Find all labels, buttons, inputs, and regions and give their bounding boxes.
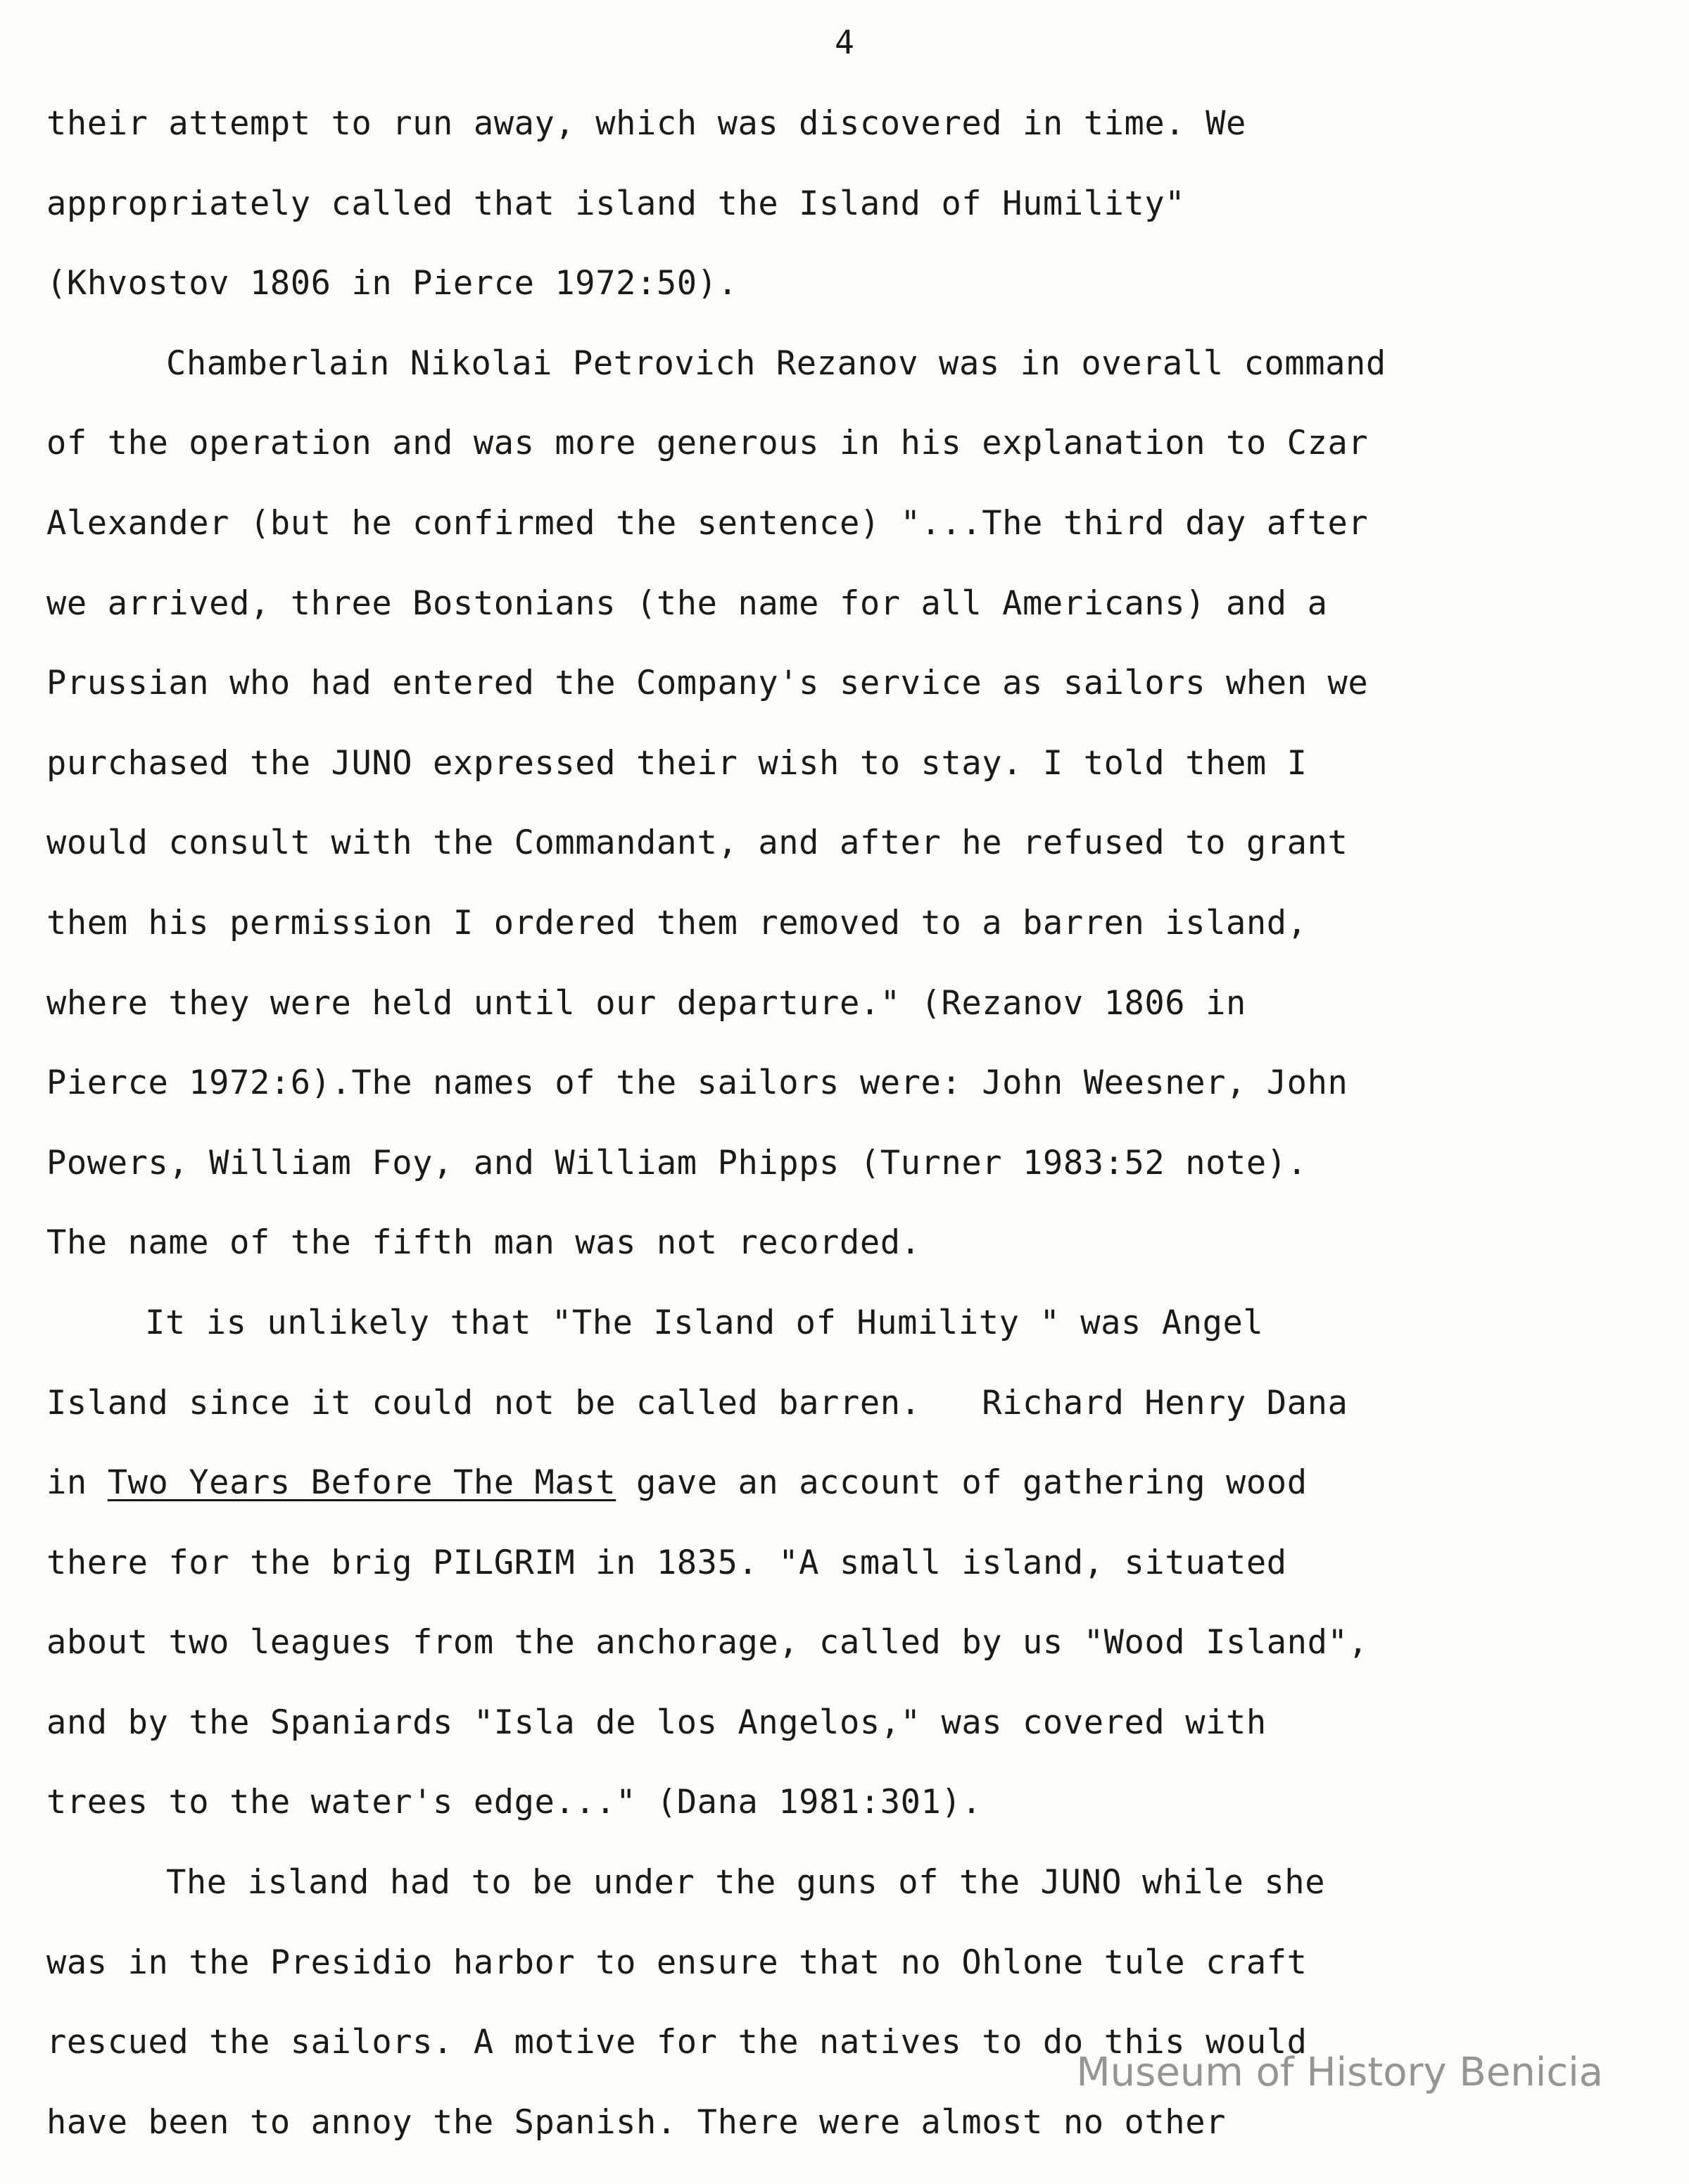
text-line [46, 1458, 1658, 1538]
text-line: and by the Spaniards "Isla de los Angelos," was covered with [46, 1703, 1267, 1742]
text-line: purchased the JUNO expressed their wish to stay. I told them I [46, 743, 1308, 783]
paragraph-first-line: Chamberlain Nikolai Petrovich Rezanov was in overall command [166, 343, 1386, 383]
text-line: of the operation and was more generous in his explanation to Czar [46, 424, 1369, 463]
text-line: trees to the water's edge..." (Dana 1981:301). [46, 1783, 982, 1822]
text-line: would consult with the Commandant, and after he refused to grant [46, 823, 1348, 863]
text-line: Powers, William Foy, and William Phipps (Turner 1983:52 note). [46, 1143, 1308, 1182]
text-line: Pierce 1972:6).The names of the sailors were: John Weesner, John [46, 1063, 1348, 1103]
book-title: Two Years Before The Mast [107, 1463, 616, 1503]
document-body [46, 99, 1658, 2177]
text-line: them his permission I ordered them removed to a barren island, [46, 903, 1308, 942]
text-line: have been to annoy the Spanish. There were almost no other [46, 2102, 1226, 2142]
text-segment: gave an account of gathering wood [616, 1463, 1308, 1503]
text-line: their attempt to run away, which was discovered in time. We [46, 104, 1246, 143]
text-line: was in the Presidio harbor to ensure that no Ohlone tule craft [46, 1943, 1308, 1982]
page-number: 4 [835, 23, 854, 61]
text-line: The name of the fifth man was not recorded. [46, 1223, 921, 1263]
text-line: where they were held until our departure." (Rezanov 1806 in [46, 983, 1246, 1023]
paragraph-first-line: It is unlikely that "The Island of Humility " was Angel [145, 1303, 1264, 1342]
paragraph-first-line: The island had to be under the guns of the JUNO while she [166, 1863, 1326, 1902]
text-line: appropriately called that island the Island of Humility" [46, 184, 1186, 223]
text-line: there for the brig PILGRIM in 1835. "A small island, situated [46, 1543, 1287, 1582]
museum-watermark: Museum of History Benicia [1076, 2050, 1603, 2095]
text-line: rescued the sailors. A motive for the natives to do this would [46, 2023, 1308, 2062]
text-line: Island since it could not be called barren. Richard Henry Dana [46, 1383, 1348, 1422]
text-line: (Khvostov 1806 in Pierce 1972:50). [46, 264, 738, 303]
text-line: about two leagues from the anchorage, called by us "Wood Island", [46, 1623, 1369, 1662]
text-line: Prussian who had entered the Company's service as sailors when we [46, 664, 1369, 703]
text-line: Alexander (but he confirmed the sentence) "...The third day after [46, 503, 1369, 543]
text-line: we arrived, three Bostonians (the name for all Americans) and a [46, 583, 1328, 623]
text-segment: in [46, 1463, 108, 1503]
